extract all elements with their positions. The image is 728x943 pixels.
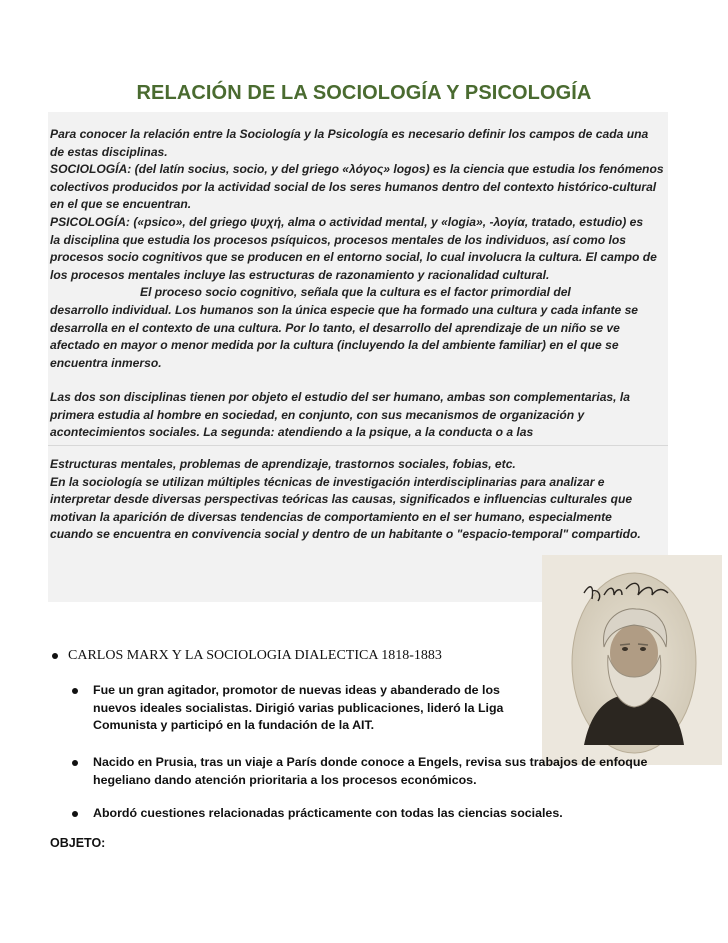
intro-line: afectado en mayor o menor medida por la cultura (incluyendo la del ambiente familiar) en el que se <box>50 338 619 353</box>
objeto-label: OBJETO: <box>50 836 106 850</box>
list-item <box>72 754 647 789</box>
continuation-line: Estructuras mentales, problemas de aprendizaje, trastornos sociales, fobias, etc. <box>50 457 516 471</box>
intro-paragraph <box>50 126 670 372</box>
divider <box>48 445 668 446</box>
intro-line: en el que se encuentran. <box>50 197 192 212</box>
intro-line: PSICOLOGÍA: («psico», del griego ψυχή, alma o actividad mental, y «logia», -λογία, tratado, estudio) es <box>50 214 644 229</box>
list-item <box>72 682 503 735</box>
intro-line: la disciplina que estudia los procesos psíquicos, procesos mentales de los individuos, así como los <box>50 232 626 247</box>
list-item-text: Nacido en Prusia, tras un viaje a París donde conoce a Engels, revisa sus trabajos de enfoque hegeliano dando atención prioritaria a los procesos económicos. <box>93 755 648 787</box>
list-item-text: Abordó cuestiones relacionadas prácticamente con todas las ciencias sociales. <box>93 806 563 820</box>
section-heading <box>52 648 442 664</box>
intro-line: procesos socio cognitivos que se producen en el entorno social, lo cual involucra la cultura. El campo de <box>50 250 657 265</box>
comparison-paragraph <box>50 389 670 442</box>
continuation-line: En la sociología se utilizan múltiples técnicas de investigación interdisciplinarias para analizar e <box>50 474 605 489</box>
intro-line: Para conocer la relación entre la Sociología y la Psicología es necesario definir los campos de cada una <box>50 127 649 141</box>
karl-marx-portrait <box>542 555 722 765</box>
comparison-line: acontecimientos sociales. La segunda: atendiendo a la psique, a la conducta o a las <box>50 425 534 440</box>
bullet-icon <box>72 688 78 694</box>
bullet-icon <box>52 653 58 659</box>
intro-line: SOCIOLOGÍA: (del latín socius, socio, y del griego «λόγος» logos) es la ciencia que estudia los fenómenos <box>50 162 664 177</box>
intro-line: de estas disciplinas. <box>50 144 168 159</box>
page-title: RELACIÓN DE LA SOCIOLOGÍA Y PSICOLOGÍA <box>136 82 592 104</box>
intro-line: El proceso socio cognitivo, señala que la cultura es el factor primordial del <box>140 285 571 300</box>
intro-line: desarrollo individual. Los humanos son la única especie que ha formado una cultura y cada infante se <box>50 302 639 317</box>
continuation-line: cuando se encuentra en convivencia social y dentro de un habitante o "espacio-temporal" compartido. <box>50 527 641 542</box>
continuation-paragraph <box>50 456 670 544</box>
comparison-line: primera estudia al hombre en sociedad, en conjunto, con sus mecanismos de organización y <box>50 407 585 422</box>
intro-line: los procesos mentales incluye las estructuras de razonamiento y racionalidad cultural. <box>50 267 550 282</box>
section-heading-text: CARLOS MARX Y LA SOCIOLOGIA DIALECTICA 1818-1883 <box>68 648 442 663</box>
intro-line: desarrolla en el contexto de una cultura. Por lo tanto, el desarrollo del aprendizaje de un niño se ve <box>50 320 620 335</box>
intro-line: encuentra inmerso. <box>50 355 162 370</box>
list-item <box>72 805 563 823</box>
comparison-line: Las dos son disciplinas tienen por objeto el estudio del ser humano, ambas son complementarias, la <box>50 390 630 404</box>
bullet-icon <box>72 760 78 766</box>
intro-line: colectivos producidos por la actividad social de los seres humanos dentro del contexto histórico-cultural <box>50 179 657 194</box>
continuation-line: interpretar desde diversas perspectivas teóricas las causas, significados e influencias culturales que <box>50 492 633 507</box>
list-item-text: Fue un gran agitador, promotor de nuevas ideas y abanderado de los nuevos ideales socialistas. Dirigió varias publicaciones, lideró la Liga Comunista y participó en la fundación de la AIT. <box>93 683 504 732</box>
bullet-icon <box>72 811 78 817</box>
continuation-line: motivan la aparición de diversas tendencias de comportamiento en el ser humano, especialmente <box>50 509 612 524</box>
